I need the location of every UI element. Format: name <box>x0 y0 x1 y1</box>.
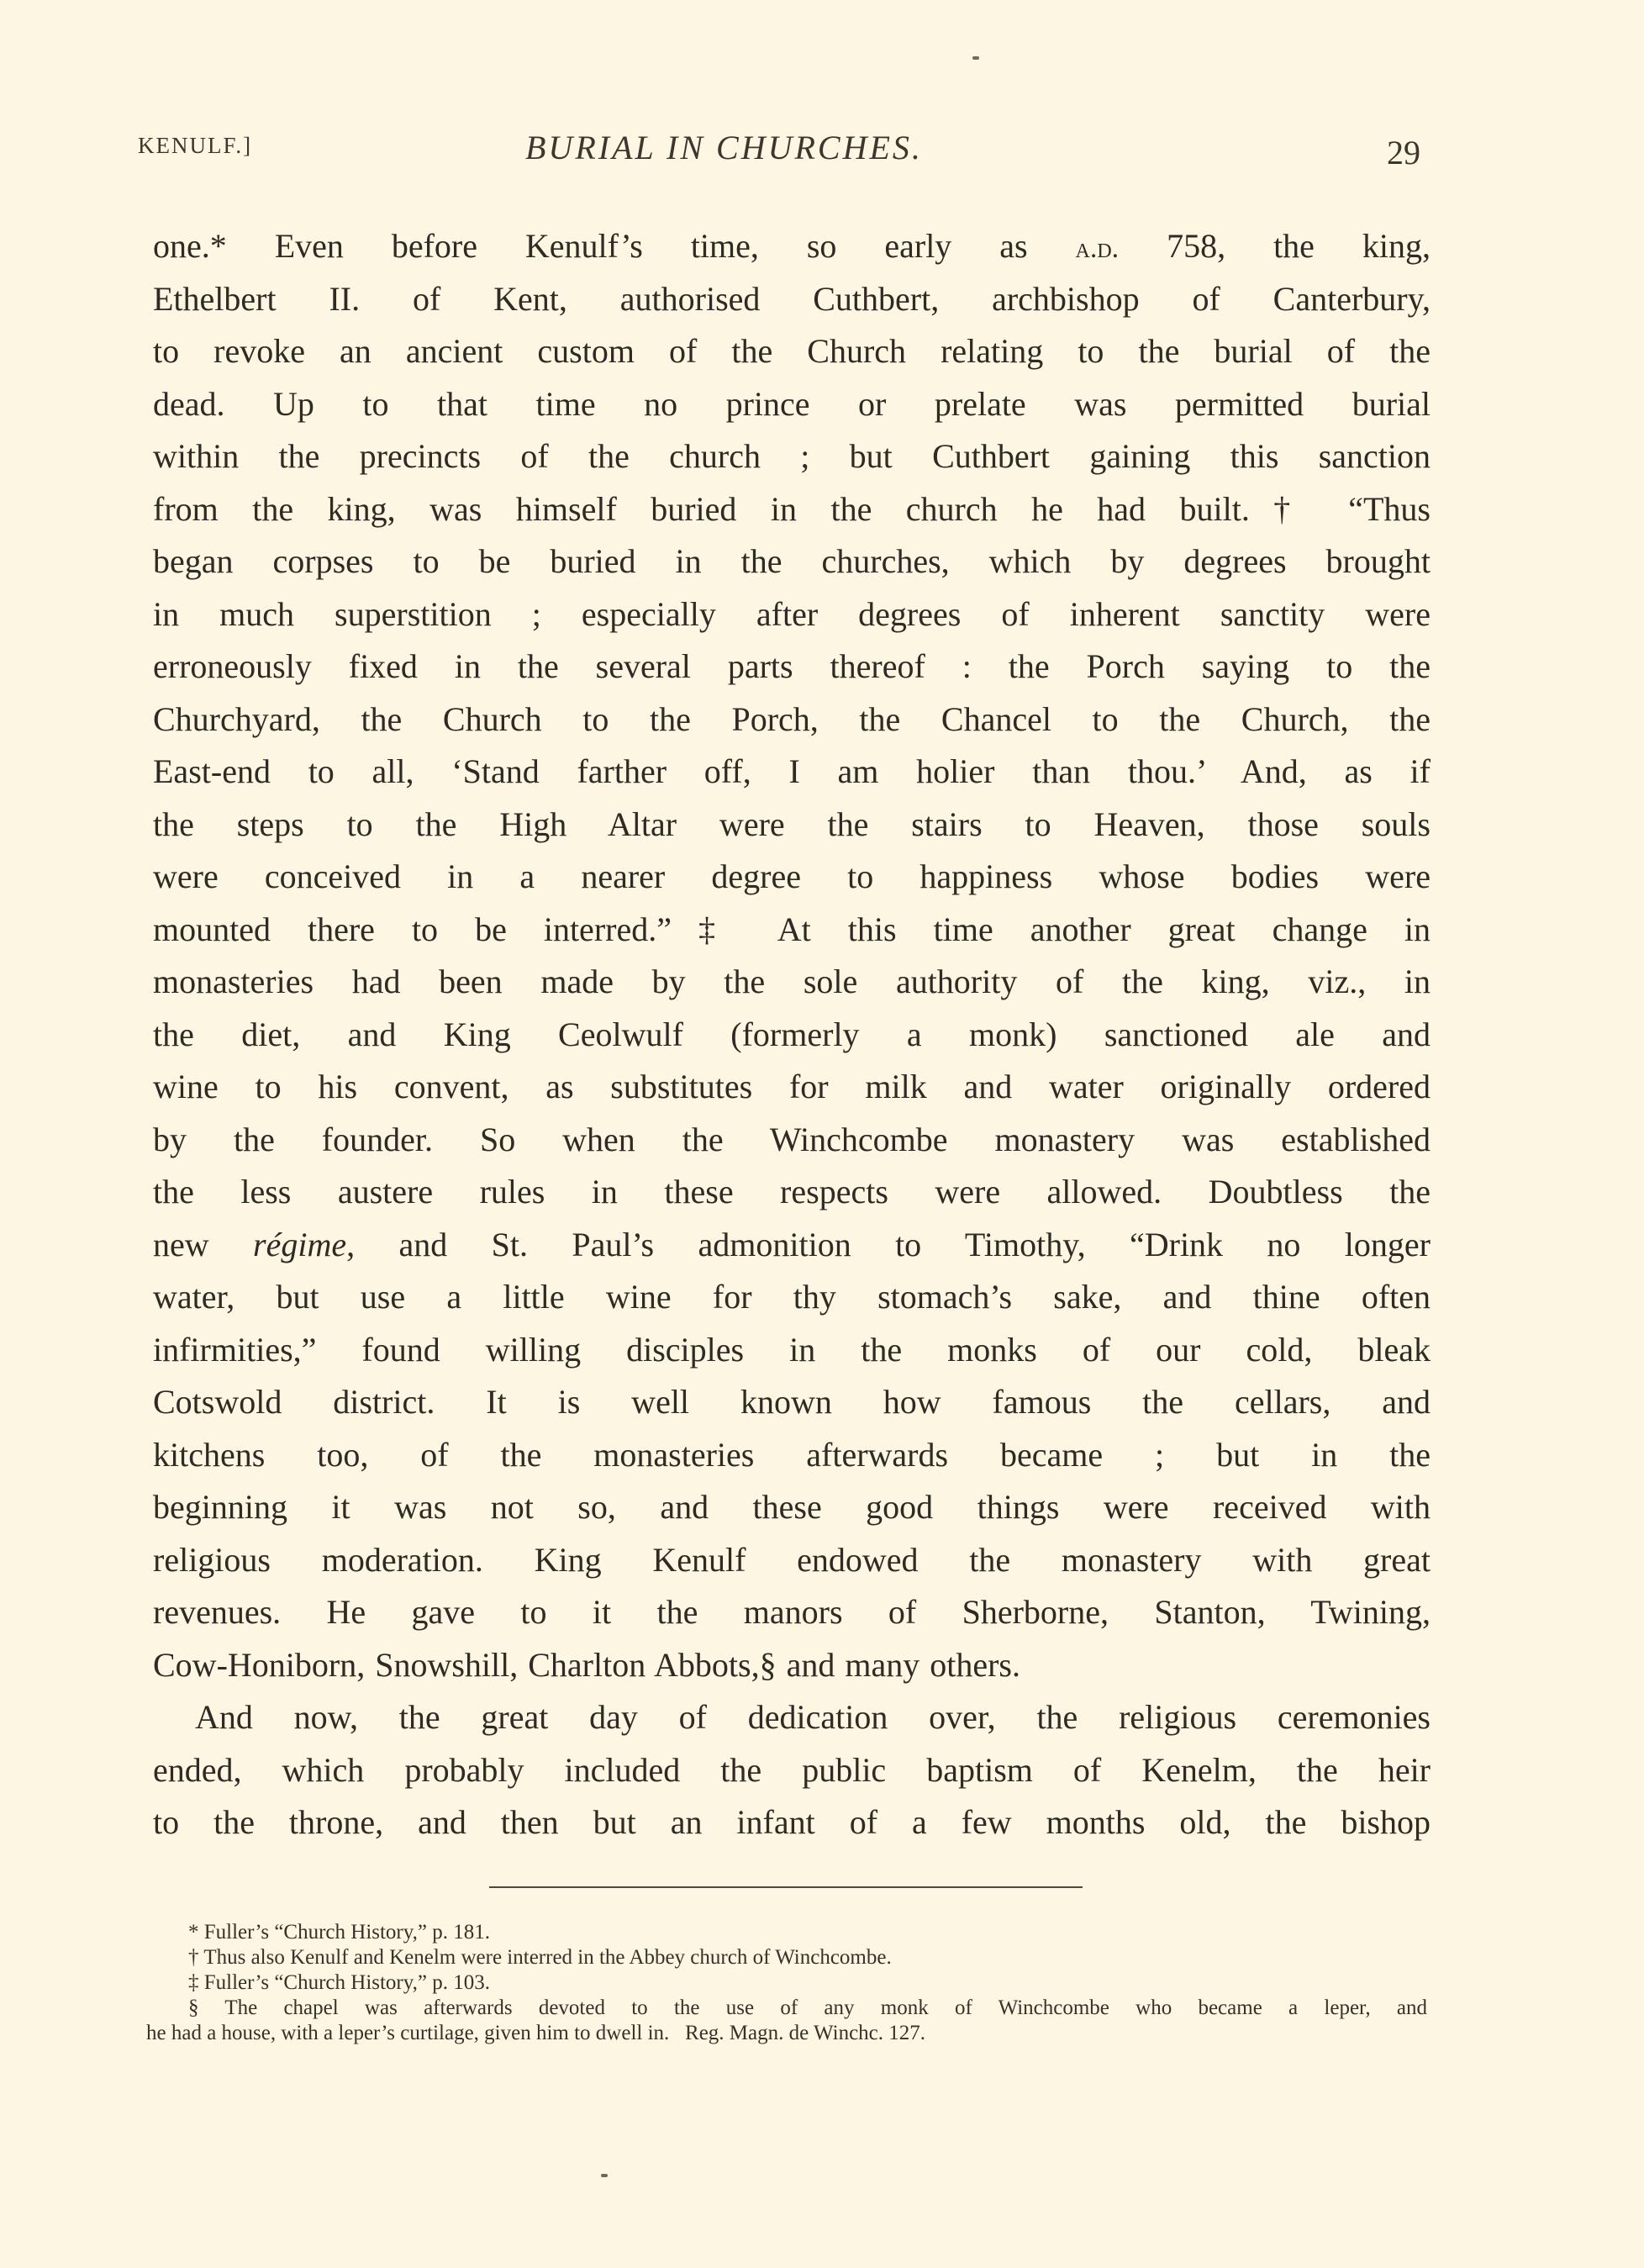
footnote-marker: ‡ <box>188 1971 199 1994</box>
running-head <box>0 128 1644 178</box>
text-line: monasteries had been made by the sole authority of the king, viz., in <box>153 963 1431 1000</box>
footnote-asterisk <box>146 1920 1427 1945</box>
footnote-text: The chapel was afterwards devoted to the use of any monk of Winchcombe who became a leper, and <box>224 1996 1427 2019</box>
italic-word: régime <box>253 1225 347 1263</box>
text-line: from the king, was himself buried in the church he had built.† “Thus <box>153 489 1431 528</box>
footnotes <box>146 1920 1427 2046</box>
text-line: new régime, and St. Paul’s admonition to Timothy, “Drink no longer <box>153 1225 1431 1263</box>
paragraph-end-line: Cow-Honiborn, Snowshill, Charlton Abbots,§ and many others. <box>153 1645 1020 1684</box>
text-line: erroneously fixed in the several parts thereof : the Porch saying to the <box>153 647 1431 685</box>
text-line: ended, which probably included the public baptism of Kenelm, the heir <box>153 1750 1431 1789</box>
text-line: water, but use a little wine for thy stomach’s sake, and thine often <box>153 1278 1431 1316</box>
footnote-section <box>146 1996 1427 2021</box>
footnote-text: Fuller’s “Church History,” p. 103. <box>203 1971 490 1994</box>
ink-speck-bottom <box>601 2174 608 2177</box>
text-line: in much superstition ; especially after degrees of inherent sanctity were <box>153 594 1431 633</box>
footnote-text: Thus also Kenulf and Kenelm were interred in the Abbey church of Winchcombe. <box>203 1946 892 1969</box>
footnote-marker: † <box>188 1946 199 1969</box>
text-line: East-end to all, ‘Stand farther off, I am holier than thou.’ And, as if <box>153 752 1431 790</box>
footnote-double-dagger <box>146 1970 1427 1996</box>
footnote-dagger <box>146 1945 1427 1970</box>
text-line: kitchens too, of the monasteries afterwards became ; but in the <box>153 1435 1431 1474</box>
text-line: religious moderation. King Kenulf endowed the monastery with great <box>153 1540 1431 1579</box>
text-line: the less austere rules in these respects were allowed. Doubtless the <box>153 1173 1431 1210</box>
footnote-section-continued <box>146 2021 1427 2046</box>
body-text <box>153 220 1431 1849</box>
text-line: by the founder. So when the Winchcombe monastery was established <box>153 1120 1431 1158</box>
text-line: to the throne, and then but an infant of a few months old, the bishop <box>153 1803 1431 1841</box>
text-line: the steps to the High Altar were the stairs to Heaven, those souls <box>153 804 1431 843</box>
text-line: one.* Even before Kenulf’s time, so early as a.d. 758, the king, <box>153 227 1431 265</box>
text-line: wine to his convent, as substitutes for milk and water originally ordered <box>153 1068 1431 1105</box>
running-head-section: KENULF.] <box>138 133 253 158</box>
text-line: to revoke an ancient custom of the Church relating to the burial of the <box>153 332 1431 370</box>
text-line: beginning it was not so, and these good things were received with <box>153 1488 1431 1526</box>
small-caps-date: a.d. <box>1075 233 1120 264</box>
footnote-text: Fuller’s “Church History,” p. 181. <box>203 1921 490 1944</box>
footnote-marker: § <box>188 1996 199 2019</box>
text-line: mounted there to be interred.”‡ At this time another great change in <box>153 910 1431 948</box>
text-line: Cotswold district. It is well known how famous the cellars, and <box>153 1383 1431 1421</box>
text-line: revenues. He gave to it the manors of Sherborne, Stanton, Twining, <box>153 1593 1431 1631</box>
text-line: the diet, and King Ceolwulf (formerly a monk) sanctioned ale and <box>153 1015 1431 1053</box>
ink-speck-top <box>972 56 979 60</box>
footnote-text: he had a house, with a leper’s curtilage, given him to dwell in. Reg. Magn. de Winchc. 127. <box>146 2022 926 2044</box>
paragraph-start-line: And now, the great day of dedication over, the religious ceremonies <box>195 1698 1431 1736</box>
text-line: Churchyard, the Church to the Porch, the Chancel to the Church, the <box>153 699 1431 738</box>
running-head-title: BURIAL IN CHURCHES. <box>525 129 923 166</box>
footnote-marker: * <box>188 1921 199 1944</box>
page-number: 29 <box>1387 134 1420 171</box>
text-line: began corpses to be buried in the churches, which by degrees brought <box>153 542 1431 580</box>
text-line: infirmities,” found willing disciples in the monks of our cold, bleak <box>153 1330 1431 1369</box>
text-line: were conceived in a nearer degree to happiness whose bodies were <box>153 857 1431 895</box>
text-line: Ethelbert II. of Kent, authorised Cuthbert, archbishop of Canterbury, <box>153 279 1431 318</box>
text-line: within the precincts of the church ; but Cuthbert gaining this sanction <box>153 437 1431 475</box>
text-line: dead. Up to that time no prince or prelate was permitted burial <box>153 384 1431 423</box>
footnote-divider <box>489 1886 1083 1888</box>
